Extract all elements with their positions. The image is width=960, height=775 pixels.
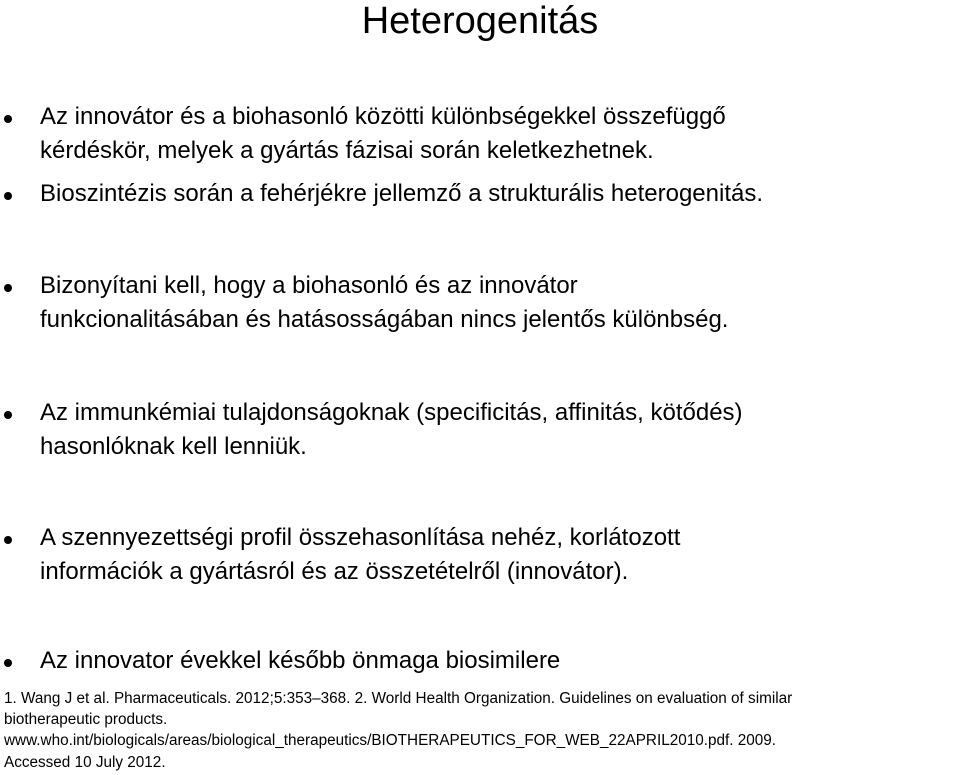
bullet-dot-icon (4, 192, 12, 200)
bullet-dot-icon (4, 411, 12, 419)
bullet-text: Az innovátor és a biohasonló közötti különbségekkel összefüggő kérdéskör, melyek a gyártás fázisai során keletkezhetnek. (40, 103, 726, 164)
reference-line: 1. Wang J et al. Pharmaceuticals. 2012;5:353–368. 2. World Health Organization. Guidelines on evaluation of similar (4, 690, 793, 707)
references (4, 688, 958, 773)
bullet-dot-icon (4, 115, 12, 123)
reference-line: biotherapeutic products. (4, 711, 168, 729)
bullet-text: Bizonyítani kell, hogy a biohasonló és az innovátor funkcionalitásában és hatásosságában nincs jelentős különbség. (40, 272, 729, 333)
bullet-text: Az innovator évekkel később önmaga biosimilere (40, 647, 561, 674)
reference-url: www.who.int/biologicals/areas/biological_therapeutics/BIOTHERAPEUTICS_FOR_WEB_22APRIL2010.pdf. 2009. (4, 732, 777, 750)
bullet-text: Az immunkémiai tulajdonságoknak (specificitás, affinitás, kötődés) hasonlóknak kell lenniük. (40, 399, 743, 460)
bullet-dot-icon (4, 659, 12, 667)
bullet-dot-icon (4, 284, 12, 292)
bullet-text: A szennyezettségi profil összehasonlítása nehéz, korlátozott információk a gyártásról és az összetételről (innovátor). (40, 524, 681, 585)
slide-title: Heterogenitás (361, 0, 599, 42)
reference-line: Accessed 10 July 2012. (4, 753, 166, 771)
bullet-dot-icon (4, 536, 12, 544)
bullet-text: Bioszintézis során a fehérjékre jellemző a strukturális heterogenitás. (40, 180, 764, 207)
